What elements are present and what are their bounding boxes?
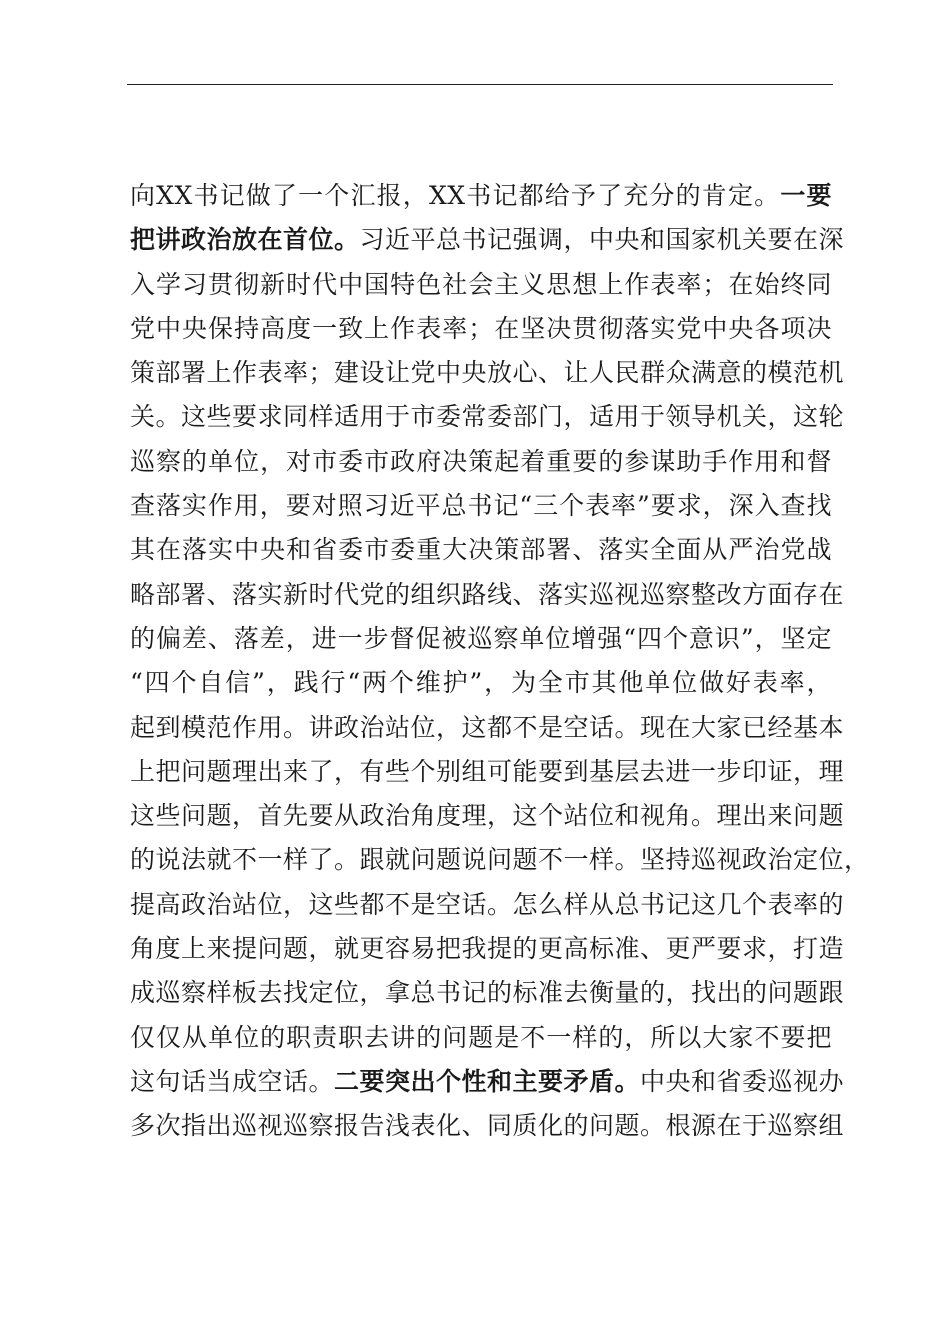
body-text: “四个自信”，践行“两个维护”，为全市其他单位做好表率， xyxy=(130,668,832,698)
body-text: 查落实作用，要对照习近平总书记“三个表率”要求，深入查找 xyxy=(130,491,832,521)
text-line xyxy=(130,617,832,661)
text-line xyxy=(130,1060,845,1104)
text-line xyxy=(130,307,832,351)
body-text: 的说法就不一样了。跟就问题说问题不一样。坚持巡视政治定位， xyxy=(130,845,870,875)
text-line xyxy=(130,174,832,218)
text-line xyxy=(130,573,845,617)
body-text: 仅仅从单位的职责职去讲的问题是不一样的，所以大家不要把 xyxy=(130,1022,832,1052)
bold-heading-text: 把讲政治放在首位。 xyxy=(130,225,360,255)
body-text: 成巡察样板去找定位，拿总书记的标准去衡量的，找出的问题跟 xyxy=(130,978,845,1008)
body-text: 多次指出巡视巡察报告浅表化、同质化的问题。根源在于巡察组 xyxy=(130,1111,845,1141)
body-text: 角度上来提问题，就更容易把我提的更高标准、更严要求，打造 xyxy=(130,934,845,964)
text-line xyxy=(130,1016,832,1060)
text-line xyxy=(130,927,845,971)
body-text: 这句话当成空话。 xyxy=(130,1066,335,1096)
text-line xyxy=(130,706,845,750)
text-line xyxy=(130,528,832,572)
text-line xyxy=(130,883,845,927)
body-text: 向XX书记做了一个汇报，XX书记都给予了充分的肯定。 xyxy=(130,181,781,210)
text-line xyxy=(130,484,832,528)
bold-heading-text: 一要 xyxy=(780,181,832,210)
text-line xyxy=(130,395,845,439)
body-text: 其在落实中央和省委市委重大决策部署、落实全面从严治党战 xyxy=(130,535,832,565)
text-line xyxy=(130,838,870,882)
text-line xyxy=(130,218,845,262)
text-line xyxy=(130,440,832,484)
body-text: 习近平总书记强调，中央和国家机关要在深 xyxy=(359,225,845,255)
body-text: 起到模范作用。讲政治站位，这都不是空话。现在大家已经基本 xyxy=(130,712,845,742)
body-text: 上把问题理出来了，有些个别组可能要到基层去进一步印证，理 xyxy=(130,756,845,786)
body-text: 这些问题，首先要从政治角度理，这个站位和视角。理出来问题 xyxy=(130,801,845,831)
text-line xyxy=(130,794,845,838)
text-line xyxy=(130,263,832,307)
body-text: 提高政治站位，这些都不是空话。怎么样从总书记这几个表率的 xyxy=(130,889,845,919)
text-line xyxy=(130,971,845,1015)
text-line xyxy=(130,750,845,794)
text-line xyxy=(130,661,832,705)
document-body xyxy=(130,174,870,1149)
body-text: 党中央保持高度一致上作表率；在坚决贯彻落实党中央各项决 xyxy=(130,313,832,343)
text-line xyxy=(130,351,845,395)
body-text: 策部署上作表率；建设让党中央放心、让人民群众满意的模范机 xyxy=(130,358,845,388)
body-text: 关。这些要求同样适用于市委常委部门，适用于领导机关，这轮 xyxy=(130,402,845,432)
body-text: 巡察的单位，对市委市政府决策起着重要的参谋助手作用和督 xyxy=(130,446,832,476)
header-rule xyxy=(127,84,833,85)
body-text: 入学习贯彻新时代中国特色社会主义思想上作表率；在始终同 xyxy=(130,269,832,299)
body-text: 中央和省委巡视办 xyxy=(640,1066,845,1096)
text-line xyxy=(130,1104,845,1148)
body-text: 略部署、落实新时代党的组织路线、落实巡视巡察整改方面存在 xyxy=(130,579,845,609)
body-text: 的偏差、落差，进一步督促被巡察单位增强“四个意识”，坚定 xyxy=(130,623,832,653)
bold-heading-text: 二要突出个性和主要矛盾。 xyxy=(334,1066,641,1096)
